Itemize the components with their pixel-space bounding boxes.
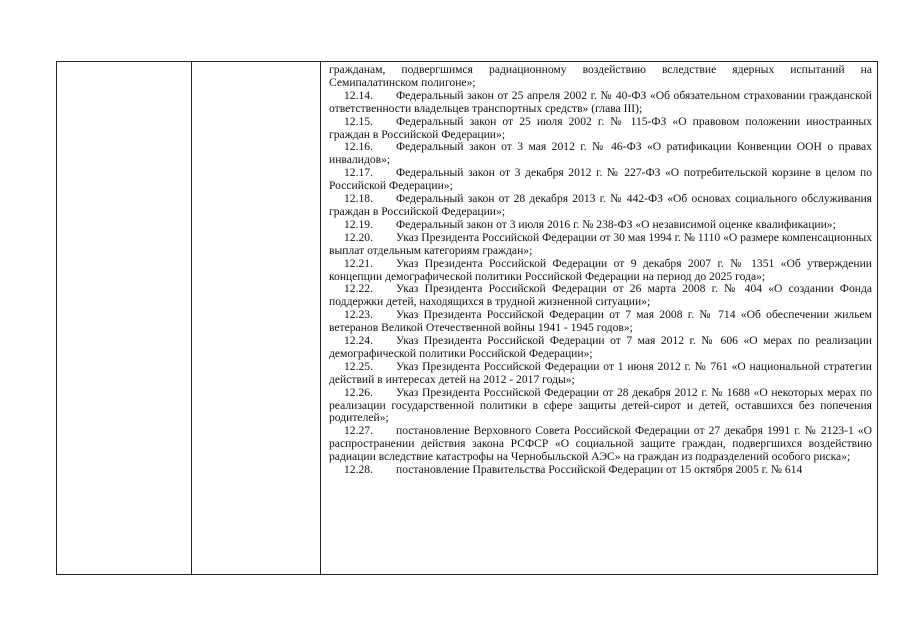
legal-item-number: 12.14. [344, 88, 373, 102]
legal-item [329, 387, 872, 426]
legal-item [329, 232, 872, 258]
legal-item-number: 12.19. [344, 217, 373, 231]
document-table [56, 61, 878, 575]
legal-item-number: 12.20. [344, 230, 373, 244]
legal-item [329, 425, 872, 464]
legal-items-list [329, 90, 872, 477]
legal-item-text: Федеральный закон от 28 декабря 2013 г. № 442-ФЗ «Об основах социального обслуживания граждан в Российской Федерации»; [329, 192, 872, 218]
legal-item-text: Указ Президента Российской Федерации от 7 мая 2012 г. № 606 «О мерах по реализации демографической политики Российской Федерации»; [329, 334, 872, 360]
legal-item-number: 12.16. [344, 140, 373, 154]
legal-item [329, 90, 872, 116]
legal-item-text: Федеральный закон от 25 апреля 2002 г. № 40-ФЗ «Об обязательном страховании гражданской ответственности владельцев транспортных средств» (глава III); [329, 88, 872, 115]
legal-item-text: Федеральный закон от 3 декабря 2012 г. № 227-ФЗ «О потребительской корзине в целом по Российской Федерации»; [329, 166, 872, 193]
legal-item [329, 361, 872, 387]
legal-item-text: постановление Правительства Российской Федерации от 15 октября 2005 г. № 614 [396, 463, 803, 477]
legal-item-number: 12.21. [344, 256, 373, 270]
legal-item [329, 258, 872, 284]
legal-item-number: 12.22. [344, 282, 373, 296]
table-column-text [321, 62, 877, 574]
legal-item [329, 335, 872, 361]
continuation-paragraph: гражданам, подвергшимся радиационному воздействию вследствие ядерных испытаний на Семипалатинском полигоне»; [329, 63, 872, 89]
legal-item-number: 12.28. [344, 463, 373, 477]
legal-item-text: Федеральный закон от 3 июля 2016 г. № 238-ФЗ «О независимой оценке квалификации»; [396, 217, 836, 231]
legal-item [329, 167, 872, 193]
legal-item-text: Федеральный закон от 25 июля 2002 г. № 115-ФЗ «О правовом положении иностранных граждан в Российской Федерации»; [329, 114, 872, 141]
legal-item-number: 12.26. [344, 385, 373, 399]
legal-item [329, 116, 872, 142]
legal-item [329, 193, 872, 219]
legal-item-text: Указ Президента Российской Федерации от 7 мая 2008 г. № 714 «Об обеспечении жильем ветеранов Великой Отечественной войны 1941 - 1945 годов»; [329, 308, 872, 335]
legal-item-text: постановление Верховного Совета Российской Федерации от 27 декабря 1991 г. № 2123-1 «О распространении действия закона РСФСР «О социальной защите граждан, подвергшихся воздействию радиации вследствие катастрофы на Чернобыльской АЭС» на граждан из подразделений особого риска»; [329, 424, 872, 464]
legal-item-number: 12.27. [344, 424, 373, 438]
legal-item-number: 12.17. [344, 166, 373, 180]
legal-item-text: Указ Президента Российской Федерации от 30 мая 1994 г. № 1110 «О размере компенсационных выплат отдельным категориям граждан»; [329, 230, 872, 257]
legal-item-number: 12.23. [344, 308, 373, 322]
legal-item-number: 12.15. [344, 114, 373, 128]
legal-item-number: 12.25. [344, 359, 373, 373]
legal-item [329, 309, 872, 335]
legal-item [329, 464, 872, 477]
legal-item [329, 141, 872, 167]
legal-item [329, 283, 872, 309]
legal-item-text: Указ Президента Российской Федерации от 9 декабря 2007 г. № 1351 «Об утверждении концепции демографической политики Российской Федерации на период до 2025 года»; [329, 256, 872, 283]
table-column-2 [192, 62, 321, 574]
legal-item-number: 12.18. [344, 192, 373, 206]
legal-item-text: Указ Президента Российской Федерации от 28 декабря 2012 г. № 1688 «О некоторых мерах по реализации государственной политики в сфере защиты детей-сирот и детей, оставшихся без попечения родителей»; [329, 385, 872, 425]
legal-item-text: Федеральный закон от 3 мая 2012 г. № 46-ФЗ «О ратификации Конвенции ООН о правах инвалидов»; [329, 140, 872, 167]
legal-item-text: Указ Президента Российской Федерации от 26 марта 2008 г. № 404 «О создании Фонда поддержки детей, находящихся в трудной жизненной ситуации»; [329, 282, 872, 309]
table-column-1 [57, 62, 192, 574]
legal-item-number: 12.24. [344, 334, 373, 348]
legal-item-text: Указ Президента Российской Федерации от 1 июня 2012 г. № 761 «О национальной стратегии действий в интересах детей на 2012 - 2017 годы»; [329, 359, 872, 386]
